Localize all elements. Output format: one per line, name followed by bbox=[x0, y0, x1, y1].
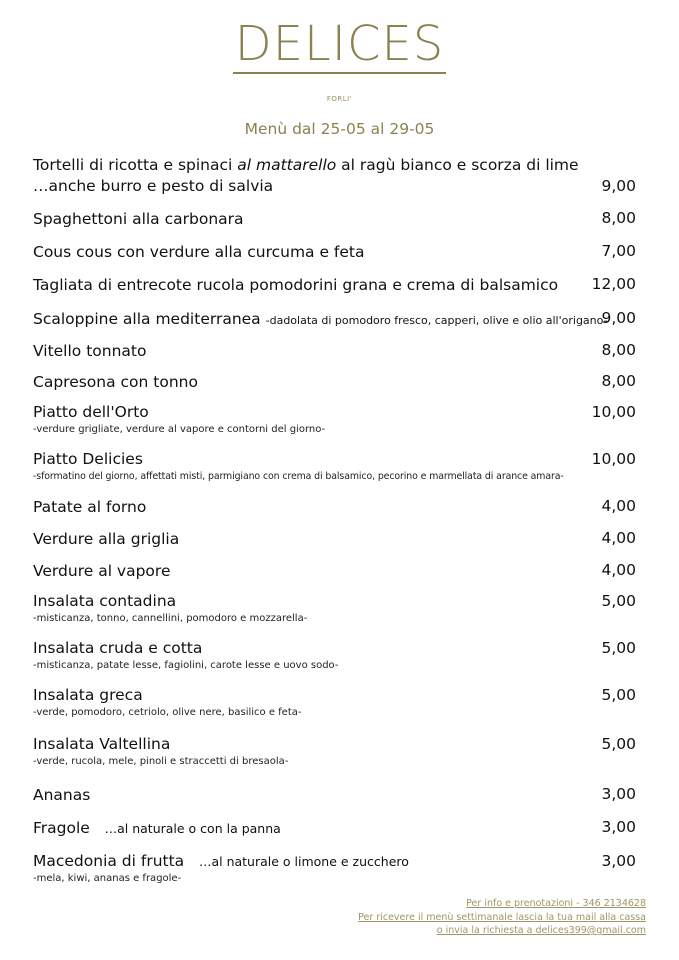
dish-name: Fragole …al naturale o con la panna bbox=[33, 819, 281, 837]
dish-price: 5,00 bbox=[601, 592, 636, 610]
menu-item bbox=[33, 818, 636, 837]
dish-description: -sformatino del giorno, affettati misti, parmigiano con crema di balsamico, pecorino e marmellata di arance amara- bbox=[33, 471, 564, 482]
dish-name: Scaloppine alla mediterranea -dadolata di pomodoro fresco, capperi, olive e olio all'origano- bbox=[33, 310, 608, 328]
menu-item bbox=[33, 275, 636, 294]
dish-name: Piatto dell'Orto bbox=[33, 403, 149, 421]
dish-description: -verde, pomodoro, cetriolo, olive nere, basilico e feta- bbox=[33, 707, 302, 718]
dish-price: 5,00 bbox=[601, 639, 636, 657]
dish-price: 12,00 bbox=[591, 275, 636, 293]
dish-name: Vitello tonnato bbox=[33, 342, 147, 360]
dish-price: 8,00 bbox=[601, 209, 636, 227]
menu-item bbox=[33, 852, 636, 884]
footer-email-line[interactable]: o invia la richiesta a delices399@gmail.com bbox=[436, 925, 646, 936]
dish-name: Insalata cruda e cotta bbox=[33, 639, 203, 657]
dish-description: …al naturale o limone e zucchero bbox=[198, 854, 409, 869]
dish-price: 10,00 bbox=[591, 450, 636, 468]
dish-description: -verdure grigliate, verdure al vapore e contorni del giorno- bbox=[33, 424, 326, 435]
menu-item bbox=[33, 372, 636, 391]
brand-title: DELICES bbox=[234, 16, 445, 72]
dish-price: 5,00 bbox=[601, 735, 636, 753]
menu-item bbox=[33, 403, 636, 435]
footer-phone-line[interactable]: Per info e prenotazioni - 346 2134628 bbox=[466, 898, 646, 909]
dish-price: 8,00 bbox=[601, 372, 636, 390]
dish-name: Tagliata di entrecote rucola pomodorini grana e crema di balsamico bbox=[33, 276, 559, 294]
menu-item bbox=[33, 341, 636, 360]
menu-item bbox=[33, 686, 636, 718]
menu-item bbox=[33, 639, 636, 671]
dish-price: 3,00 bbox=[601, 818, 636, 836]
dish-name: Patate al forno bbox=[33, 498, 147, 516]
dish-name: Insalata contadina bbox=[33, 592, 177, 610]
dish-name: Macedonia di frutta …al naturale o limone e zucchero bbox=[33, 852, 409, 870]
dish-price: 8,00 bbox=[601, 341, 636, 359]
menu-dates: Menù dal 25-05 al 29-05 bbox=[244, 120, 435, 138]
dish-price: 3,00 bbox=[601, 852, 636, 870]
menu-item bbox=[33, 529, 636, 548]
dish-name: Piatto Delicies bbox=[33, 450, 143, 468]
dish-description: -mela, kiwi, ananas e fragole- bbox=[33, 873, 182, 884]
dish-description: …al naturale o con la panna bbox=[104, 821, 281, 836]
dish-description: -misticanza, patate lesse, fagiolini, carote lesse e uovo sodo- bbox=[33, 660, 339, 671]
menu-item bbox=[33, 209, 636, 228]
menu-item bbox=[33, 497, 636, 516]
dish-price: 5,00 bbox=[601, 686, 636, 704]
dish-name: Spaghettoni alla carbonara bbox=[33, 210, 244, 228]
dish-name: Verdure alla griglia bbox=[33, 530, 180, 548]
menu-item bbox=[33, 156, 636, 195]
dish-price: 9,00 bbox=[601, 177, 636, 195]
footer-info bbox=[358, 897, 646, 938]
menu-item bbox=[33, 592, 636, 624]
menu-item bbox=[33, 309, 636, 328]
dish-name: Tortelli di ricotta e spinaci al mattarello al ragù bianco e scorza di lime bbox=[33, 156, 579, 174]
dish-price: 4,00 bbox=[601, 561, 636, 579]
dish-price: 4,00 bbox=[601, 529, 636, 547]
dish-name: Verdure al vapore bbox=[33, 562, 171, 580]
dish-name: Insalata Valtellina bbox=[33, 735, 171, 753]
dish-name: Insalata greca bbox=[33, 686, 143, 704]
dish-price: 3,00 bbox=[601, 785, 636, 803]
city-label: FORLI' bbox=[326, 95, 353, 103]
dish-price: 9,00 bbox=[601, 309, 636, 327]
dish-price: 4,00 bbox=[601, 497, 636, 515]
menu-item bbox=[33, 785, 636, 804]
footer-newsletter-line[interactable]: Per ricevere il menù settimanale lascia la tua mail alla cassa bbox=[358, 911, 646, 923]
menu-item bbox=[33, 735, 636, 767]
dish-name: Capresona con tonno bbox=[33, 373, 198, 391]
dish-description: -verde, rucola, mele, pinoli e straccetti di bresaola- bbox=[33, 756, 289, 767]
dish-name: Ananas bbox=[33, 786, 91, 804]
menu-item bbox=[33, 561, 636, 580]
dish-price: 7,00 bbox=[601, 242, 636, 260]
dish-variant: …anche burro e pesto di salvia bbox=[33, 177, 274, 195]
menu-item bbox=[33, 450, 644, 482]
dish-description: -dadolata di pomodoro fresco, capperi, olive e olio all'origano- bbox=[265, 314, 608, 327]
dish-price: 10,00 bbox=[591, 403, 636, 421]
menu-item bbox=[33, 242, 636, 261]
dish-description: -misticanza, tonno, cannellini, pomodoro e mozzarella- bbox=[33, 613, 308, 624]
dish-name: Cous cous con verdure alla curcuma e feta bbox=[33, 243, 365, 261]
